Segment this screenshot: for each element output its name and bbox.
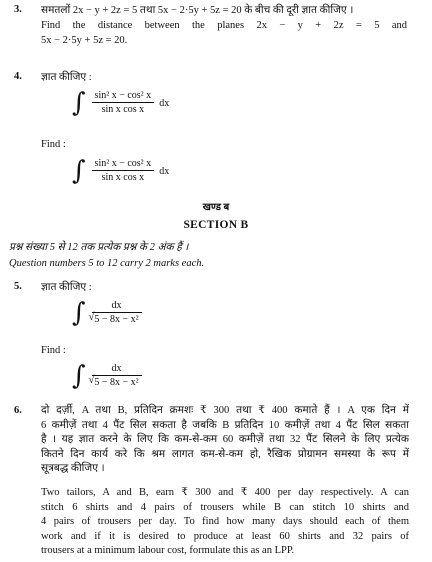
sqrt-icon: √ (88, 311, 95, 323)
fraction-denominator: sin x cos x (101, 172, 145, 183)
hindi-line: सूत्रबद्ध कीजिए । (41, 463, 105, 474)
fraction (88, 300, 142, 326)
english-line: stitch 6 shirts and 4 pairs of trousers while B can stitch 10 shirts and (41, 501, 409, 513)
integral-expression-5a (72, 300, 142, 326)
fraction (88, 363, 142, 389)
fraction (92, 158, 155, 184)
integral-expression-4a (72, 90, 169, 116)
english-line: 4 pairs of trousers per day. To find how many days should each of them (41, 516, 409, 527)
fraction-numerator: dx (92, 363, 142, 376)
integral-sign: ∫ (72, 361, 86, 391)
english-line: work and if it is desired to produce at least 60 shirts and 32 pairs of (41, 530, 409, 542)
english-line: trousers at a minimum labour cost, formulate this as an LPP. (41, 545, 295, 556)
question-4-hindi-prompt: ज्ञात कीजिए : (41, 72, 92, 83)
section-note-hindi: प्रश्न संख्या 5 से 12 तक प्रत्येक प्रश्न के 2 अंक हैं । (9, 242, 189, 253)
question-4-number: 4. (14, 71, 22, 82)
integral-sign: ∫ (72, 88, 86, 118)
question-3-hindi: समतलों 2x − y + 2z = 5 तथा 5x − 2·5y + 5z = 20 के बीच की दूरी ज्ञात कीजिए । (41, 5, 354, 16)
hindi-line: दो दर्ज़ी, A तथा B, प्रतिदिन क्रमशः ₹ 300 तथा ₹ 400 कमाते हैं । A एक दिन में (41, 405, 409, 416)
fraction-denominator: sin x cos x (101, 104, 145, 115)
integral-sign: ∫ (72, 298, 86, 328)
section-title-hindi: खण्ड ब (202, 202, 230, 213)
sqrt-icon: √ (88, 374, 95, 386)
fraction-denominator (88, 311, 139, 326)
radicand: 5 − 8x − x² (94, 377, 139, 388)
question-6-number: 6. (14, 405, 22, 416)
question-5-hindi-prompt: ज्ञात कीजिए : (41, 282, 92, 293)
fraction-numerator: sin² x − cos² x (92, 90, 155, 103)
hindi-line: कितने दिन कार्य करे कि श्रम लागत कम-से-कम हो, रैखिक प्रोग्रामन समस्या के रूप में (41, 448, 409, 460)
radicand: 5 − 8x − x² (94, 314, 139, 325)
question-6-hindi (41, 404, 409, 477)
differential: dx (159, 97, 170, 109)
question-3-english-line1: Find the distance between the planes 2x − y + 2z = 5 and (41, 20, 407, 31)
english-line: Two tailors, A and B, earn ₹ 300 and ₹ 400 per day respectively. A can (41, 487, 409, 498)
question-3-number: 3. (14, 4, 22, 15)
integral-expression-5b (72, 363, 142, 389)
question-6-english (41, 486, 409, 559)
hindi-line: 6 कमीज़ें तथा 4 पैंट सिल सकता है जबकि B प्रतिदिन 10 कमीज़ें तथा 4 पैंट सिल सकता (41, 419, 409, 431)
question-5-english-prompt: Find : (41, 345, 66, 356)
fraction-numerator: dx (92, 300, 142, 313)
fraction-numerator: sin² x − cos² x (92, 158, 155, 171)
question-5-number: 5. (14, 281, 22, 292)
section-title-english: SECTION B (183, 219, 249, 231)
integral-sign: ∫ (72, 156, 86, 186)
fraction (92, 90, 155, 116)
integral-expression-4b (72, 158, 169, 184)
hindi-line: है । यह ज्ञात करने के लिए कि कम-से-कम 60 कमीज़ें तथा 32 पैंट सिलने के लिए प्रत्येक (41, 434, 409, 445)
differential: dx (159, 165, 170, 177)
question-4-english-prompt: Find : (41, 139, 66, 150)
question-3-english-line2: 5x − 2·5y + 5z = 20. (41, 35, 128, 46)
section-note-english: Question numbers 5 to 12 carry 2 marks each. (9, 258, 205, 269)
fraction-denominator (88, 374, 139, 389)
